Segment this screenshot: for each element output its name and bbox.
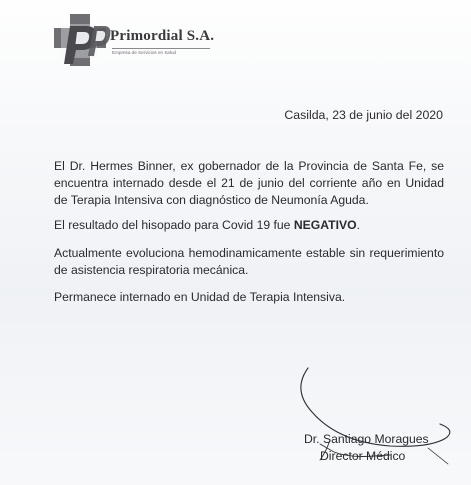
signer-title: Director Médico (320, 449, 406, 463)
brand-name: Primordial S.A. (110, 28, 215, 44)
brand-tagline: Empresa de Servicios en Salud (112, 48, 210, 55)
covid-result-period: . (356, 218, 360, 232)
paragraph-status: Permanece internado en Unidad de Terapia Intensiva. (54, 290, 346, 304)
signer-name: Dr. Santiago Moragues (304, 432, 429, 446)
covid-result-text: El resultado del hisopado para Covid 19 fue (54, 218, 294, 232)
place-and-date: Casilda, 23 de junio del 2020 (284, 108, 443, 122)
company-logo (50, 10, 220, 70)
paragraph-diagnosis: El Dr. Hermes Binner, ex gobernador de la Provincia de Santa Fe, se encuentra internado desde el 21 de junio del corriente año en Unidad de Terapia Intensiva con diagnóstico de Neumonía Aguda. (54, 159, 444, 207)
logo-mark-icon (50, 12, 112, 68)
covid-result-value: NEGATIVO (293, 218, 357, 232)
paragraph-evolution: Actualmente evoluciona hemodinamicamente estable sin requerimiento de asistencia respiratoria mecánica. (54, 246, 444, 277)
paragraph-covid-result (54, 217, 444, 234)
